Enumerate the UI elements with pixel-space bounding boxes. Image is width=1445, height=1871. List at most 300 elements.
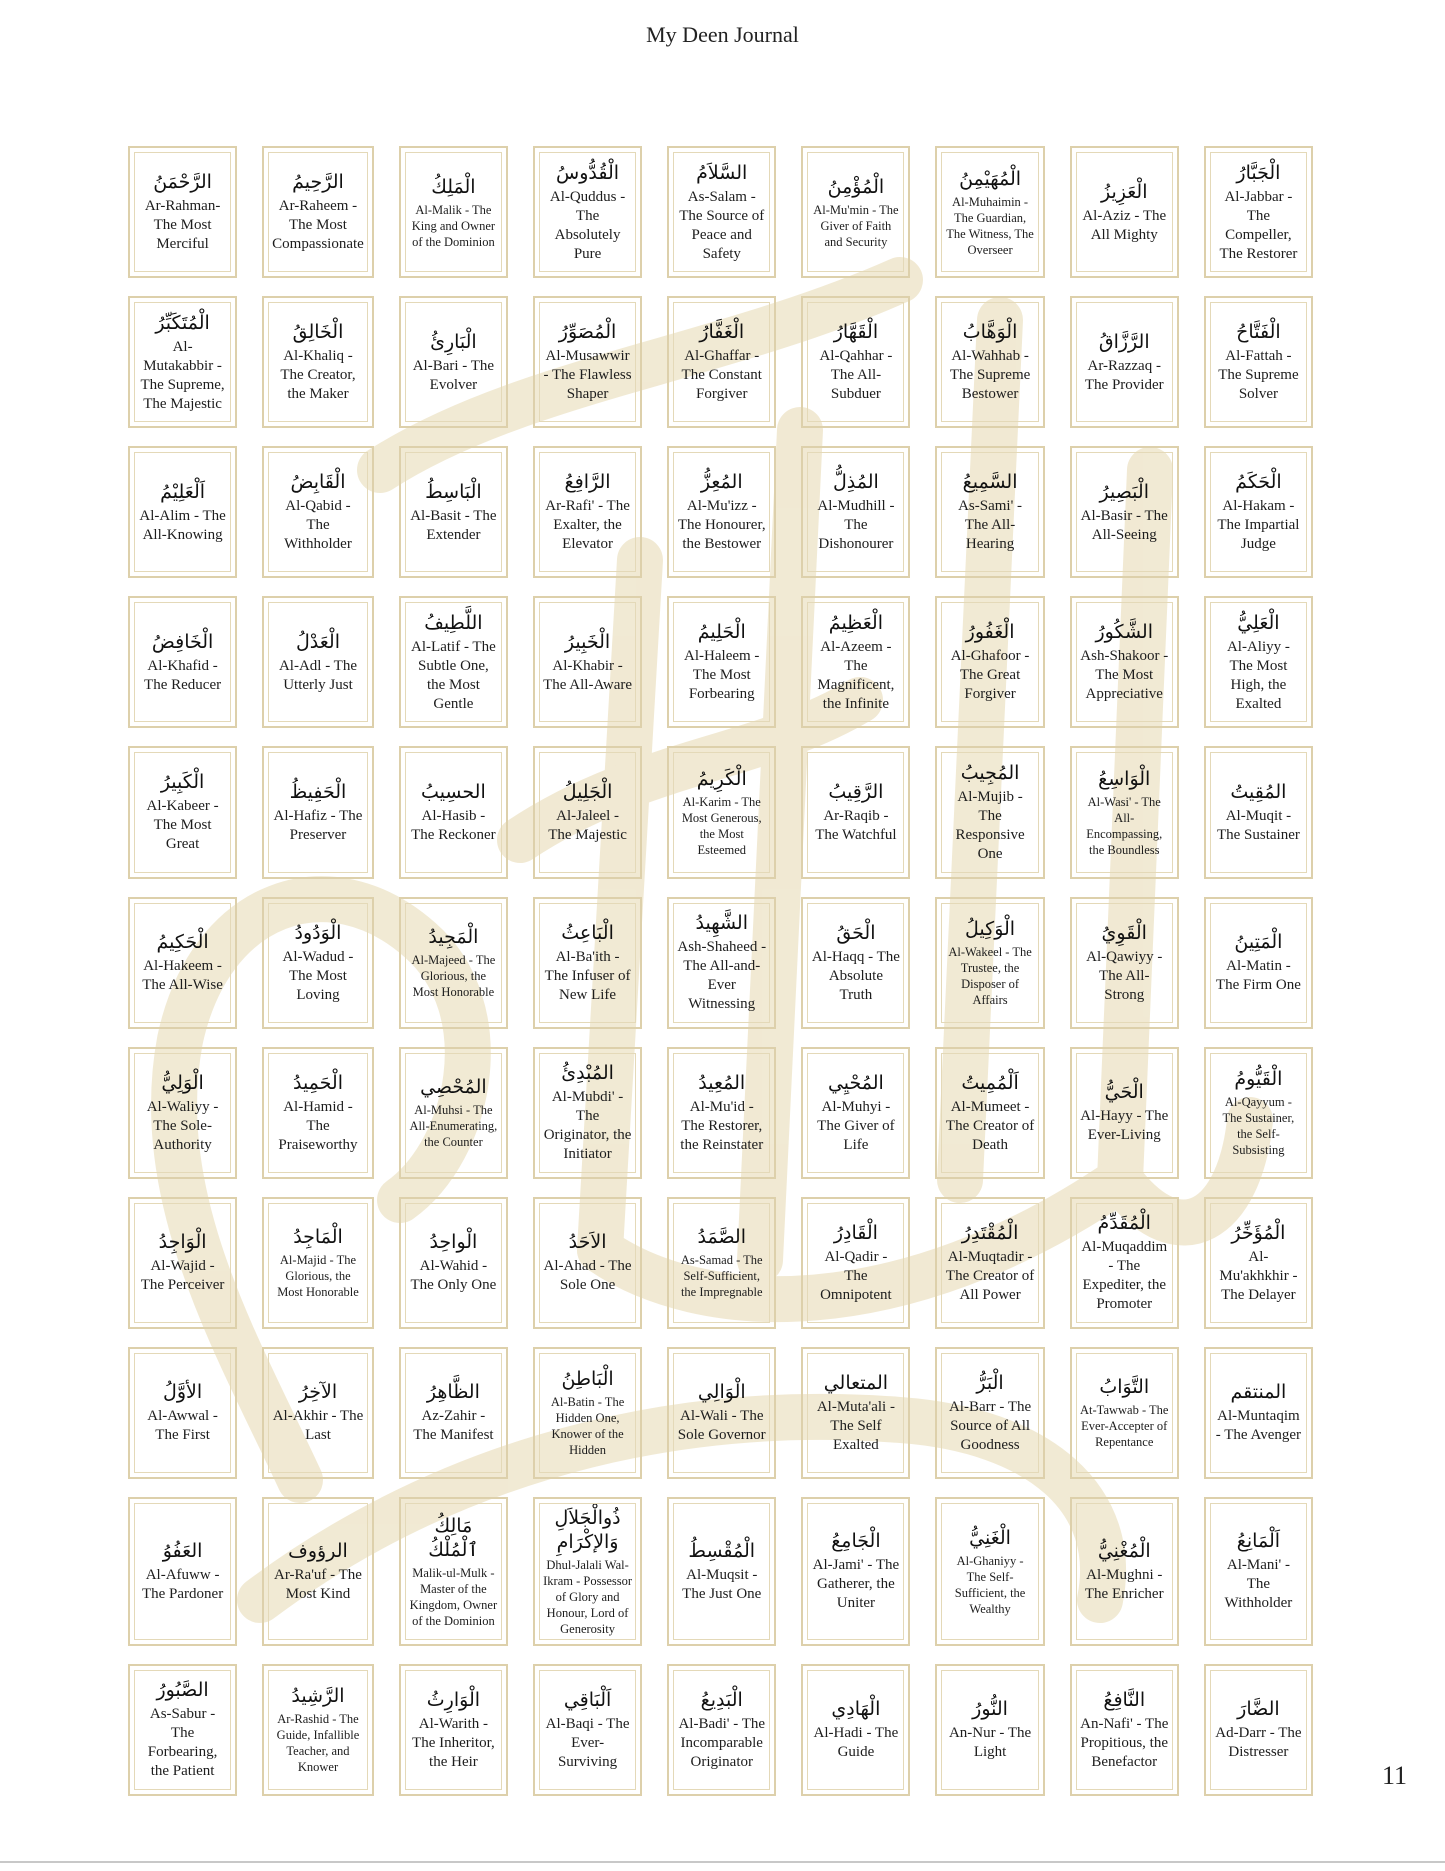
name-card-frame xyxy=(941,452,1038,572)
name-card-frame xyxy=(941,152,1038,272)
arabic-name: الشَّكُورُ xyxy=(1095,621,1153,644)
transliteration-meaning: Al-Khabir - The All-Aware xyxy=(543,657,633,693)
name-card-frame xyxy=(673,903,770,1023)
transliteration-meaning: Al-Baqi - The Ever-Surviving xyxy=(545,1715,630,1770)
transliteration-meaning: Al-Ghaniyy - The Self-Sufficient, the Wealthy xyxy=(954,1553,1026,1616)
arabic-name: الْبَاسِطُ xyxy=(425,480,482,503)
name-card xyxy=(533,897,642,1029)
transliteration-meaning: Al-Muqaddim - The Expediter, the Promoter xyxy=(1081,1239,1168,1313)
transliteration-meaning: Ar-Rafi' - The Exalter, the Elevator xyxy=(545,498,630,553)
name-card-frame xyxy=(673,302,770,422)
name-card xyxy=(262,296,374,428)
name-card xyxy=(533,596,642,728)
name-card-frame xyxy=(268,1670,368,1790)
arabic-name: الْقَوِيُ xyxy=(1101,921,1147,944)
arabic-name: الْخَالِقُ xyxy=(292,321,344,344)
transliteration-meaning: Ar-Razzaq - The Provider xyxy=(1084,357,1164,393)
name-card-frame xyxy=(1210,452,1307,572)
name-card xyxy=(1070,1497,1179,1646)
name-card xyxy=(399,1347,508,1479)
transliteration-meaning: Al-Mughni - The Enricher xyxy=(1084,1566,1164,1602)
name-card-frame xyxy=(1076,152,1173,272)
arabic-name: الْبَاطِنُ xyxy=(561,1368,614,1391)
arabic-name: الاَحَدُ xyxy=(568,1231,607,1254)
transliteration-meaning: Al-Qawiyy - The All-Strong xyxy=(1086,948,1163,1003)
transliteration-meaning: Al-Mu'min - The Giver of Faith and Security xyxy=(813,202,899,249)
name-card-frame xyxy=(807,452,904,572)
arabic-name: الْحَقُ xyxy=(836,921,876,944)
name-card xyxy=(128,746,237,878)
transliteration-meaning: Al-Ahad - The Sole One xyxy=(543,1258,632,1294)
name-card xyxy=(399,1197,508,1329)
name-card-frame xyxy=(539,452,636,572)
name-card xyxy=(801,1047,910,1179)
transliteration-meaning: Al-Mujib - The Responsive One xyxy=(955,788,1025,862)
transliteration-meaning: Al-Muhaimin - The Guardian, The Witness, The Overseer xyxy=(946,194,1034,257)
arabic-name: الْمُقْسِطُ xyxy=(688,1539,756,1562)
name-card-frame xyxy=(134,302,231,422)
arabic-name: الْمُؤَخِّرُ xyxy=(1231,1221,1286,1244)
name-card xyxy=(399,596,508,728)
transliteration-meaning: Al-Hakeem - The All-Wise xyxy=(142,958,223,994)
name-card xyxy=(935,596,1044,728)
name-card xyxy=(262,596,374,728)
name-card-frame xyxy=(134,1203,231,1323)
name-card xyxy=(262,146,374,278)
name-card xyxy=(1070,746,1179,878)
name-card-frame xyxy=(539,302,636,422)
arabic-name: الرَّحْمَنُ xyxy=(153,171,212,194)
transliteration-meaning: An-Nur - The Light xyxy=(948,1725,1032,1761)
name-card xyxy=(1204,897,1313,1029)
arabic-name: الْكَرِيمُ xyxy=(696,767,747,790)
name-card-frame xyxy=(539,602,636,722)
page-bottom-divider xyxy=(0,1861,1445,1863)
name-card xyxy=(935,746,1044,878)
name-card xyxy=(935,446,1044,578)
name-card-frame xyxy=(1076,602,1173,722)
transliteration-meaning: Al-Awwal - The First xyxy=(147,1408,218,1444)
name-card-frame xyxy=(1210,602,1307,722)
arabic-name: الْبَصِيرُ xyxy=(1099,480,1149,503)
transliteration-meaning: As-Salam - The Source of Peace and Safety xyxy=(679,188,765,262)
name-card-frame xyxy=(807,1353,904,1473)
name-card-frame xyxy=(134,1670,231,1790)
name-card xyxy=(1204,1047,1313,1179)
arabic-name: الْحَكِيمُ xyxy=(156,931,209,954)
arabic-name: العَفُوُ xyxy=(162,1539,203,1562)
transliteration-meaning: Al-Wadud - The Most Loving xyxy=(282,948,354,1003)
name-card xyxy=(399,146,508,278)
arabic-name: الْحَفِيظُ xyxy=(289,780,347,803)
name-card xyxy=(1204,1347,1313,1479)
transliteration-meaning: Al-Ba'ith - The Infuser of New Life xyxy=(544,948,631,1003)
arabic-name: الْبَدِيعُ xyxy=(700,1688,743,1711)
name-card xyxy=(1204,1197,1313,1329)
name-card-frame xyxy=(673,602,770,722)
name-card-frame xyxy=(405,1353,502,1473)
arabic-name: الْحَلِيمُ xyxy=(697,621,746,644)
name-card xyxy=(667,1197,776,1329)
name-card xyxy=(399,897,508,1029)
arabic-name: الرَّزَّاقُ xyxy=(1098,330,1150,353)
transliteration-meaning: As-Samad - The Self-Sufficient, the Impregnable xyxy=(680,1253,763,1300)
name-card xyxy=(667,1047,776,1179)
name-card xyxy=(1204,296,1313,428)
name-card xyxy=(533,746,642,878)
arabic-name: الرَّحِيمُ xyxy=(292,171,344,194)
name-card-frame xyxy=(134,1053,231,1173)
arabic-name: الْمُقَدِّمُ xyxy=(1097,1212,1151,1235)
name-card-frame xyxy=(405,1203,502,1323)
arabic-name: المُحْصِي xyxy=(420,1076,487,1099)
arabic-name: الْغَفَّارُ xyxy=(699,321,745,344)
name-card xyxy=(667,897,776,1029)
transliteration-meaning: Al-Muhyi - The Giver of Life xyxy=(817,1098,895,1153)
name-card xyxy=(128,1497,237,1646)
name-card-frame xyxy=(673,452,770,572)
name-card-frame xyxy=(1210,1670,1307,1790)
name-card-frame xyxy=(1210,152,1307,272)
transliteration-meaning: Al-Wakeel - The Trustee, the Disposer of Affairs xyxy=(948,945,1032,1008)
name-card xyxy=(128,1347,237,1479)
name-card-frame xyxy=(539,1203,636,1323)
transliteration-meaning: Al-Ghaffar - The Constant Forgiver xyxy=(681,348,762,403)
name-card xyxy=(801,446,910,578)
arabic-name: الْحَيُّ xyxy=(1104,1081,1144,1104)
name-card xyxy=(667,1664,776,1796)
arabic-name: الْبَارِئُ xyxy=(430,330,477,353)
arabic-name: الْبَاعِثُ xyxy=(561,921,614,944)
transliteration-meaning: Al-Jaleel - The Majestic xyxy=(548,807,627,843)
name-card-frame xyxy=(941,302,1038,422)
name-card xyxy=(1070,1197,1179,1329)
transliteration-meaning: Al-Mu'izz - The Honourer, the Bestower xyxy=(677,498,766,553)
name-card xyxy=(533,1497,642,1646)
arabic-name: الْجَامِعُ xyxy=(831,1530,881,1553)
name-card xyxy=(262,746,374,878)
name-card xyxy=(667,146,776,278)
name-card-frame xyxy=(1210,1503,1307,1640)
transliteration-meaning: Malik-ul-Mulk - Master of the Kingdom, Owner of the Dominion xyxy=(409,1565,498,1628)
transliteration-meaning: Al-Mu'akhkhir - The Delayer xyxy=(1219,1248,1298,1303)
arabic-name: الْوَارِثُ xyxy=(426,1688,481,1711)
transliteration-meaning: Ar-Ra'uf - The Most Kind xyxy=(274,1566,362,1602)
name-card-frame xyxy=(807,302,904,422)
name-card-frame xyxy=(807,1053,904,1173)
name-card xyxy=(667,746,776,878)
name-card xyxy=(128,1664,237,1796)
name-card-frame xyxy=(1076,752,1173,872)
arabic-name: الظَّاهِرُ xyxy=(426,1381,480,1404)
transliteration-meaning: Al-Waliyy - The Sole-Authority xyxy=(146,1098,219,1153)
transliteration-meaning: Al-Basit - The Extender xyxy=(410,507,497,543)
arabic-name: التَّوَابُ xyxy=(1099,1376,1150,1399)
transliteration-meaning: Al-Qayyum - The Sustainer, the Self-Subsisting xyxy=(1222,1095,1295,1158)
name-card xyxy=(399,296,508,428)
name-card-frame xyxy=(941,602,1038,722)
name-card-frame xyxy=(405,452,502,572)
arabic-name: الْقُدُّوسُ xyxy=(556,161,620,184)
arabic-name: مَالِكُ ٱلْمُلْكُ xyxy=(428,1514,479,1561)
arabic-name: الرَّقِيبُ xyxy=(828,780,884,803)
transliteration-meaning: Al-Badi' - The Incomparable Originator xyxy=(678,1715,766,1770)
name-card xyxy=(801,897,910,1029)
arabic-name: المُعِزُّ xyxy=(700,471,743,494)
transliteration-meaning: Al-Majid - The Glorious, the Most Honorable xyxy=(277,1253,359,1300)
name-card-frame xyxy=(268,452,368,572)
transliteration-meaning: Al-Akhir - The Last xyxy=(272,1408,364,1444)
name-card xyxy=(128,296,237,428)
name-card xyxy=(667,1347,776,1479)
arabic-name: اللَّطِيفُ xyxy=(424,611,483,634)
name-card xyxy=(667,446,776,578)
name-card-frame xyxy=(1210,1353,1307,1473)
name-card-frame xyxy=(1076,1670,1173,1790)
transliteration-meaning: Al-Mani' - The Withholder xyxy=(1224,1557,1293,1612)
arabic-name: الْوَدُودُ xyxy=(294,921,342,944)
arabic-name: الْعَلِيُّ xyxy=(1237,611,1280,634)
transliteration-meaning: Al-Muta'ali - The Self Exalted xyxy=(816,1398,895,1453)
transliteration-meaning: Al-Musawwir - The Flawless Shaper xyxy=(543,348,632,403)
transliteration-meaning: Ad-Darr - The Distresser xyxy=(1215,1725,1302,1761)
name-card xyxy=(935,1197,1044,1329)
transliteration-meaning: Al-Hakam - The Impartial Judge xyxy=(1217,498,1300,553)
name-card xyxy=(1070,146,1179,278)
name-card xyxy=(1204,596,1313,728)
name-card-frame xyxy=(807,152,904,272)
arabic-name: الْوَهَّابُ xyxy=(962,321,1018,344)
transliteration-meaning: Al-Warith - The Inheritor, the Heir xyxy=(412,1715,495,1770)
transliteration-meaning: Al-Hafiz - The Preserver xyxy=(273,807,363,843)
arabic-name: ذُوالْجَلاَلِ وَالإكْرَامِ xyxy=(554,1506,621,1553)
arabic-name: الصَّبُورُ xyxy=(156,1679,209,1702)
name-card xyxy=(1070,1047,1179,1179)
name-card xyxy=(1070,1664,1179,1796)
transliteration-meaning: Al-Muqtadir - The Creator of All Power xyxy=(945,1248,1035,1303)
arabic-name: الْمَجِيدُ xyxy=(428,926,479,949)
name-card xyxy=(399,446,508,578)
name-card-frame xyxy=(405,602,502,722)
arabic-name: الْمَلِكُ xyxy=(431,175,476,198)
name-card xyxy=(128,146,237,278)
transliteration-meaning: Al-Muqsit - The Just One xyxy=(682,1566,762,1602)
arabic-name: الْفَتَّاحُ xyxy=(1236,321,1281,344)
name-card xyxy=(1070,897,1179,1029)
arabic-name: الْغَفُورُ xyxy=(965,621,1015,644)
transliteration-meaning: Al-Afuww - The Pardoner xyxy=(141,1566,224,1602)
arabic-name: المتعالي xyxy=(823,1371,889,1394)
name-card-frame xyxy=(134,1503,231,1640)
transliteration-meaning: Al-Fattah - The Supreme Solver xyxy=(1218,348,1299,403)
name-card-frame xyxy=(807,1670,904,1790)
name-card xyxy=(935,1047,1044,1179)
name-card xyxy=(128,1197,237,1329)
arabic-name: الصَّمَدُ xyxy=(697,1226,746,1249)
arabic-name: الْعَزِيزُ xyxy=(1100,180,1148,203)
arabic-name: الْجَلِيلُ xyxy=(562,780,613,803)
arabic-name: الْقَهَّارُ xyxy=(833,321,879,344)
name-card xyxy=(801,1664,910,1796)
name-card-frame xyxy=(673,1503,770,1640)
name-card xyxy=(533,1047,642,1179)
transliteration-meaning: Al-Wali - The Sole Governor xyxy=(677,1408,766,1444)
arabic-name: الْجَبَّارُ xyxy=(1236,161,1281,184)
transliteration-meaning: Al-Haleem - The Most Forbearing xyxy=(684,648,760,703)
name-card-frame xyxy=(268,752,368,872)
name-card-frame xyxy=(941,1670,1038,1790)
name-card xyxy=(399,1497,508,1646)
arabic-name: الْمَتِينُ xyxy=(1234,931,1283,954)
transliteration-meaning: Al-Khaliq - The Creator, the Maker xyxy=(280,348,356,403)
name-card-frame xyxy=(134,1353,231,1473)
name-card-frame xyxy=(268,602,368,722)
transliteration-meaning: Al-Qadir - The Omnipotent xyxy=(820,1248,892,1303)
name-card xyxy=(801,296,910,428)
name-card xyxy=(533,1197,642,1329)
arabic-name: الْمُهَيْمِنُ xyxy=(959,167,1022,190)
name-card-frame xyxy=(405,1503,502,1640)
name-card xyxy=(262,1197,374,1329)
name-card-frame xyxy=(268,1503,368,1640)
arabic-name: الْخَبِيرُ xyxy=(564,630,611,653)
arabic-name: الآخِرُ xyxy=(298,1381,338,1404)
name-card xyxy=(533,446,642,578)
arabic-name: اَلْمُمِيتُ xyxy=(961,1071,1019,1094)
arabic-name: النُّورُ xyxy=(972,1698,1008,1721)
arabic-name: الْوَلِيُّ xyxy=(161,1071,204,1094)
arabic-name: المُبْدِئُ xyxy=(561,1062,614,1085)
name-card-frame xyxy=(807,602,904,722)
transliteration-meaning: Al-Basir - The All-Seeing xyxy=(1080,507,1168,543)
name-card-frame xyxy=(941,1203,1038,1323)
arabic-name: الرَّافِعُ xyxy=(564,471,611,494)
name-card xyxy=(1070,596,1179,728)
name-card xyxy=(128,596,237,728)
arabic-name: الْمُصَوِّرُ xyxy=(558,321,617,344)
arabic-name: اَلْبَاقِي xyxy=(563,1688,612,1711)
name-card xyxy=(262,1664,374,1796)
name-card-frame xyxy=(539,752,636,872)
name-card-frame xyxy=(134,452,231,572)
name-card xyxy=(1204,146,1313,278)
transliteration-meaning: Al-Haqq - The Absolute Truth xyxy=(811,948,900,1003)
name-card-frame xyxy=(1210,1053,1307,1173)
transliteration-meaning: Ar-Rashid - The Guide, Infallible Teacher, and Knower xyxy=(276,1712,360,1775)
transliteration-meaning: Ar-Raqib - The Watchful xyxy=(815,807,897,843)
name-card xyxy=(1204,446,1313,578)
name-card-frame xyxy=(673,1353,770,1473)
name-card-frame xyxy=(673,1203,770,1323)
name-card xyxy=(935,1497,1044,1646)
transliteration-meaning: Al-Mutakabbir - The Supreme, The Majestic xyxy=(140,338,225,412)
name-card xyxy=(801,146,910,278)
arabic-name: الأوَّلُ xyxy=(163,1381,203,1404)
name-card-frame xyxy=(1076,1203,1173,1323)
name-card-frame xyxy=(807,903,904,1023)
name-card xyxy=(935,1664,1044,1796)
transliteration-meaning: Al-Azeem - The Magnificent, the Infinite xyxy=(817,638,895,712)
arabic-name: الْقَادِرُ xyxy=(833,1221,878,1244)
transliteration-meaning: Al-Wajid - The Perceiver xyxy=(140,1258,225,1294)
transliteration-meaning: Al-Majeed - The Glorious, the Most Honorable xyxy=(411,953,496,1000)
transliteration-meaning: Al-Barr - The Source of All Goodness xyxy=(948,1398,1032,1453)
name-card xyxy=(935,296,1044,428)
name-card xyxy=(801,746,910,878)
name-card xyxy=(801,1197,910,1329)
arabic-name: الْعَظِيمُ xyxy=(828,611,883,634)
name-card-frame xyxy=(405,1670,502,1790)
name-card xyxy=(533,1664,642,1796)
name-card xyxy=(667,596,776,728)
transliteration-meaning: Ar-Raheem - The Most Compassionate xyxy=(272,198,364,253)
transliteration-meaning: Al-Jami' - The Gatherer, the Uniter xyxy=(812,1557,900,1612)
name-card xyxy=(262,897,374,1029)
transliteration-meaning: As-Sami' - The All-Hearing xyxy=(958,498,1023,553)
transliteration-meaning: Al-Qahhar - The All-Subduer xyxy=(819,348,893,403)
name-card xyxy=(1070,1347,1179,1479)
arabic-name: الْهَادِي xyxy=(831,1698,881,1721)
arabic-name: الْوَاسِعُ xyxy=(1098,767,1151,790)
arabic-name: المُقِيتُ xyxy=(1230,780,1287,803)
transliteration-meaning: Al-Wahhab - The Supreme Bestower xyxy=(949,348,1031,403)
name-card xyxy=(262,1347,374,1479)
transliteration-meaning: Al-Matin - The Firm One xyxy=(1215,958,1301,994)
name-card xyxy=(399,1047,508,1179)
arabic-name: الْوَالِي xyxy=(697,1381,746,1404)
name-card xyxy=(262,446,374,578)
transliteration-meaning: Al-Ghafoor - The Great Forgiver xyxy=(950,648,1030,703)
name-card-frame xyxy=(673,752,770,872)
arabic-name: الرَّشِيدُ xyxy=(291,1685,345,1708)
transliteration-meaning: Al-Quddus - The Absolutely Pure xyxy=(549,188,626,262)
arabic-name: المُذِلُّ xyxy=(832,471,879,494)
transliteration-meaning: Al-Hasib - The Reckoner xyxy=(411,807,496,843)
arabic-name: الْخَافِضُ xyxy=(151,630,214,653)
transliteration-meaning: Al-Muqit - The Sustainer xyxy=(1216,807,1300,843)
name-card-frame xyxy=(1076,1353,1173,1473)
name-card xyxy=(533,1347,642,1479)
arabic-name: الْقَيُّومُ xyxy=(1234,1068,1283,1091)
name-card-frame xyxy=(268,1053,368,1173)
name-card xyxy=(935,146,1044,278)
name-card-frame xyxy=(1076,903,1173,1023)
name-card-frame xyxy=(268,302,368,422)
name-card-frame xyxy=(941,1503,1038,1640)
transliteration-meaning: Al-Jabbar - The Compeller, The Restorer xyxy=(1219,188,1298,262)
name-card xyxy=(533,296,642,428)
name-card xyxy=(1070,446,1179,578)
name-card-frame xyxy=(405,752,502,872)
name-card-frame xyxy=(1076,452,1173,572)
arabic-name: الْمُغْنِيُّ xyxy=(1097,1539,1151,1562)
name-card xyxy=(667,1497,776,1646)
name-card-frame xyxy=(134,752,231,872)
arabic-name: الْمَاجِدُ xyxy=(293,1226,343,1249)
arabic-name: الْواحِدُ xyxy=(429,1231,478,1254)
arabic-name: الْقَابِضُ xyxy=(290,471,346,494)
arabic-name: الْعَدْلُ xyxy=(295,630,340,653)
name-card-frame xyxy=(673,1053,770,1173)
name-card xyxy=(533,146,642,278)
name-card-frame xyxy=(1210,302,1307,422)
arabic-name: الْمُؤْمِنُ xyxy=(827,175,885,198)
name-card xyxy=(128,446,237,578)
name-card-frame xyxy=(268,1353,368,1473)
name-card-frame xyxy=(268,1203,368,1323)
arabic-name: الْحَكَمُ xyxy=(1235,471,1282,494)
arabic-name: المنتقم xyxy=(1230,1381,1287,1404)
